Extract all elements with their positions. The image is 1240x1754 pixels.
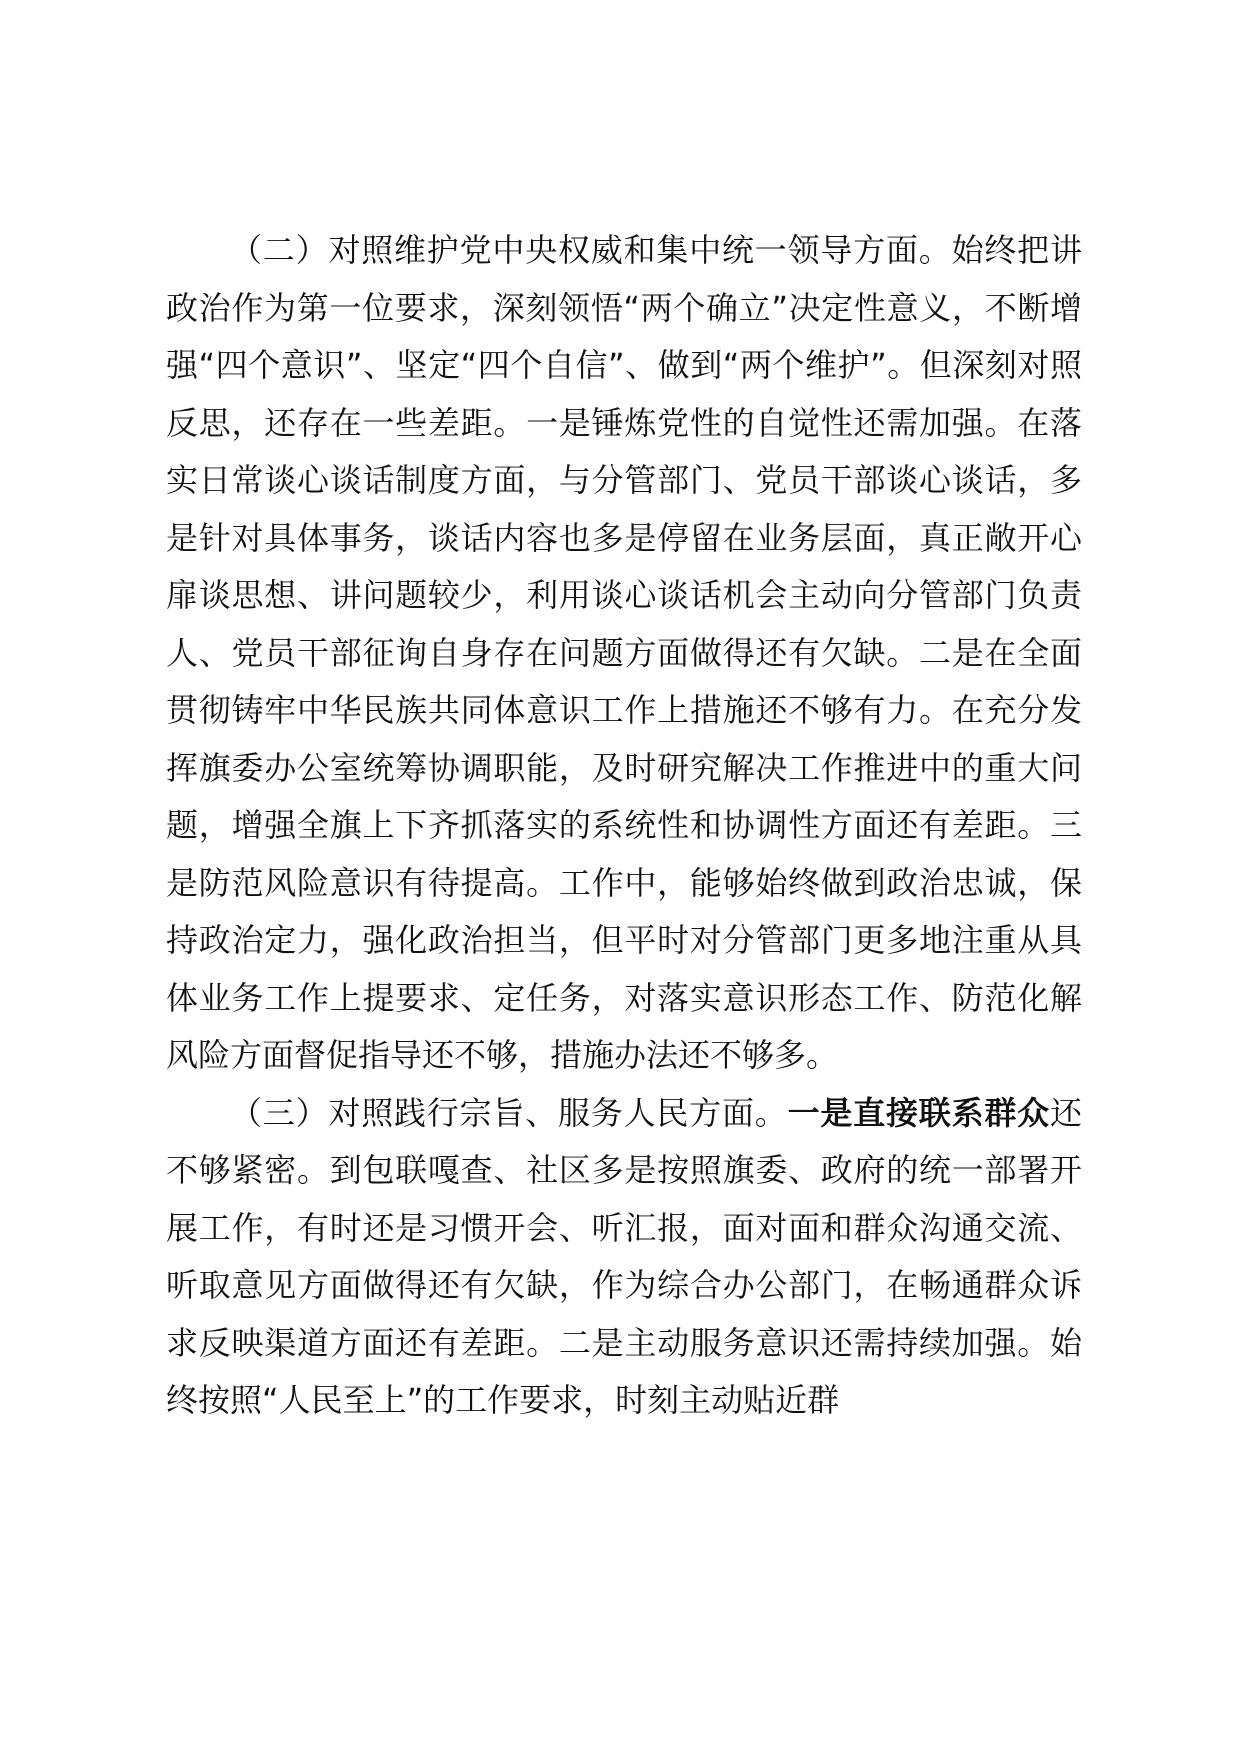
paragraph-section-3-heading: （三）对照践行宗旨、服务人民方面。 [230, 1093, 788, 1132]
paragraph-section-3 [166, 1085, 1082, 1430]
document-body [166, 222, 1082, 1430]
paragraph-section-3-text: 还不够紧密。到包联嘎查、社区多是按照旗委、政府的统一部署开展工作，有时还是习惯开会、听汇报，面对面和群众沟通交流、听取意见方面做得还有欠缺，作为综合办公部门，在畅通群众诉求反映渠道方面还有差距。二是主动服务意识还需持续加强。始终按照“人民至上”的工作要求，时刻主动贴近群 [166, 1093, 1082, 1419]
paragraph-section-2-text: （二）对照维护党中央权威和集中统一领导方面。始终把讲政治作为第一位要求，深刻领悟“两个确立”决定性意义，不断增强“四个意识”、坚定“四个自信”、做到“两个维护”。但深刻对照反思，还存在一些差距。一是锤炼党性的自觉性还需加强。在落实日常谈心谈话制度方面，与分管部门、党员干部谈心谈话，多是针对具体事务，谈话内容也多是停留在业务层面，真正敞开心扉谈思想、讲问题较少，利用谈心谈话机会主动向分管部门负责人、党员干部征询自身存在问题方面做得还有欠缺。二是在全面贯彻铸牢中华民族共同体意识工作上措施还不够有力。在充分发挥旗委办公室统筹协调职能，及时研究解决工作推进中的重大问题，增强全旗上下齐抓落实的系统性和协调性方面还有差距。三是防范风险意识有待提高。工作中，能够始终做到政治忠诚，保持政治定力，强化政治担当，但平时对分管部门更多地注重从具体业务工作上提要求、定任务，对落实意识形态工作、防范化解风险方面督促指导还不够，措施办法还不够多。 [166, 231, 1082, 1074]
paragraph-section-3-emphasis: 一是直接联系群众 [787, 1093, 1050, 1132]
paragraph-section-2 [166, 222, 1082, 1085]
